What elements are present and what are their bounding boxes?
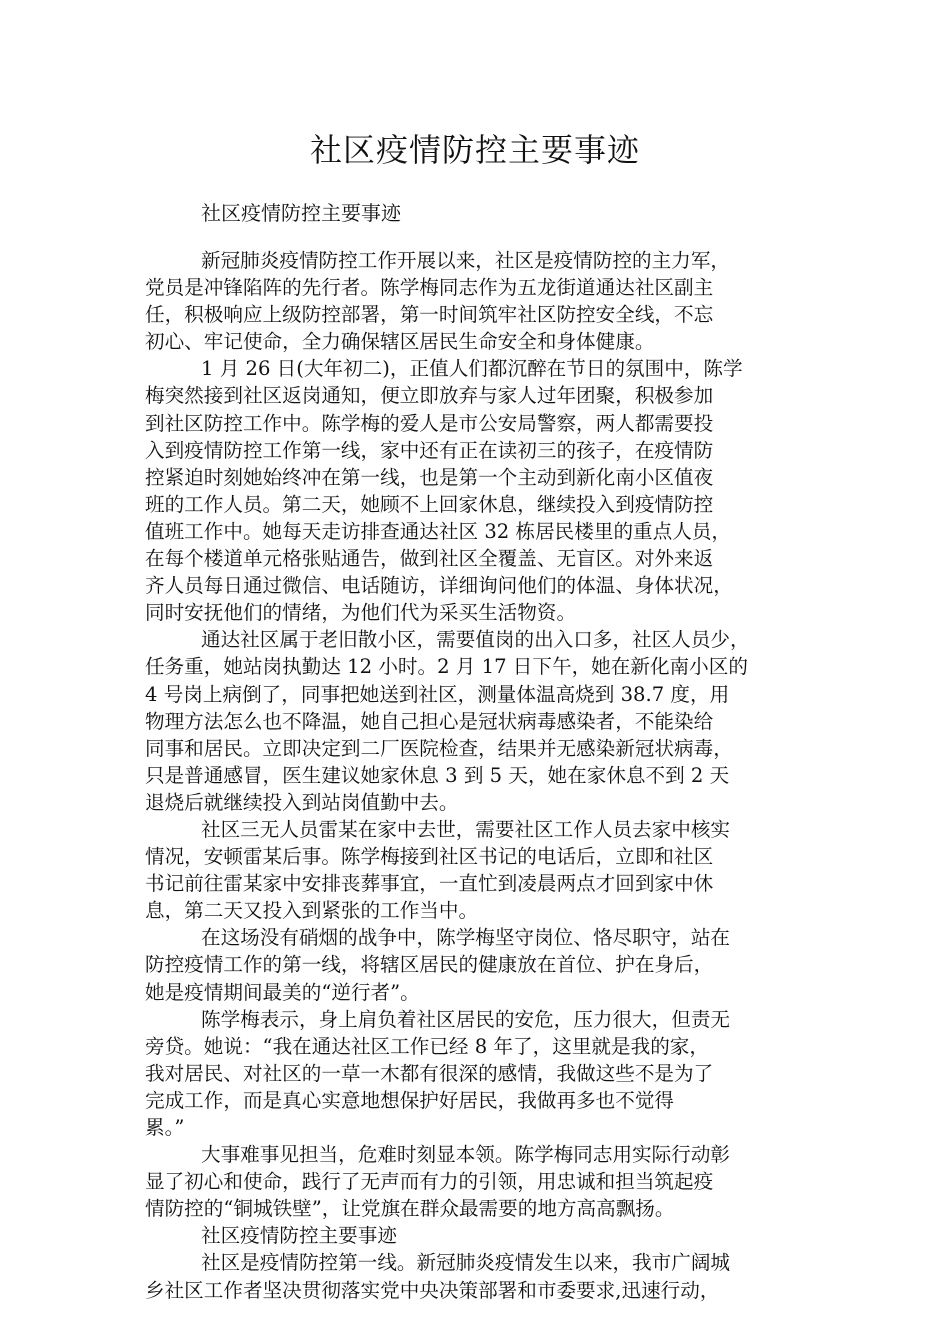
body-text-line: 只是普通感冒，医生建议她家休息 3 到 5 天，她在家休息不到 2 天 <box>145 763 730 787</box>
body-text-line: 累。” <box>145 1116 185 1139</box>
body-text-line: 社区是疫情防控第一线。新冠肺炎疫情发生以来，我市广阔城 <box>201 1251 731 1275</box>
body-text-line: 我对居民、对社区的一草一木都有很深的感情，我做这些不是为了 <box>145 1061 714 1085</box>
body-text-line: 入到疫情防控工作第一线，家中还有正在读初三的孩子，在疫情防 <box>145 438 714 462</box>
body-text-line: 大事难事见担当，危难时刻显本领。陈学梅同志用实际行动彰 <box>201 1143 731 1167</box>
body-text-line: 她是疫情期间最美的“逆行者”。 <box>145 980 420 1004</box>
body-text-line: 通达社区属于老旧散小区，需要值岗的出入口多，社区人员少， <box>201 628 750 652</box>
body-text-line: 1 月 26 日(大年初二)，正值人们都沉醉在节日的氛围中，陈学 <box>201 357 743 381</box>
body-text-line: 初心、牢记使命，全力确保辖区居民生命安全和身体健康。 <box>145 330 655 354</box>
body-text-line: 新冠肺炎疫情防控工作开展以来，社区是疫情防控的主力军， <box>201 249 731 272</box>
body-text-line: 梅突然接到社区返岗通知，便立即放弃与家人过年团聚，积极参加 <box>145 384 714 408</box>
body-text-line: 防控疫情工作的第一线，将辖区居民的健康放在首位、护在身后， <box>145 953 714 977</box>
body-text-line: 物理方法怎么也不降温，她自己担心是冠状病毒感染者，不能染给 <box>145 709 714 733</box>
body-text-line: 完成工作，而是真心实意地想保护好居民，我做再多也不觉得 <box>145 1088 675 1112</box>
body-text-line: 社区疫情防控主要事迹 <box>201 1224 397 1248</box>
document-subtitle: 社区疫情防控主要事迹 <box>201 201 401 225</box>
body-text-line: 同时安抚他们的情绪，为他们代为采买生活物资。 <box>145 601 577 625</box>
body-text-line: 息，第二天又投入到紧张的工作当中。 <box>145 899 479 923</box>
body-text-line: 任务重，她站岗执勤达 12 小时。2 月 17 日下午，她在新化南小区的 <box>145 655 748 679</box>
body-text-line: 在每个楼道单元格张贴通告，做到社区全覆盖、无盲区。对外来返 <box>145 547 714 571</box>
body-text-line: 控紧迫时刻她始终冲在第一线，也是第一个主动到新化南小区值夜 <box>145 465 714 489</box>
body-text-line: 党员是冲锋陷阵的先行者。陈学梅同志作为五龙街道通达社区副主 <box>145 276 714 300</box>
body-text-line: 班的工作人员。第二天，她顾不上回家休息，继续投入到疫情防控 <box>145 492 714 516</box>
body-text-line: 到社区防控工作中。陈学梅的爱人是市公安局警察，两人都需要投 <box>145 411 714 435</box>
body-text-line: 情防控的“铜城铁壁”，让党旗在群众最需要的地方高高飘扬。 <box>145 1197 675 1221</box>
body-text-line: 书记前往雷某家中安排丧葬事宜，一直忙到凌晨两点才回到家中休 <box>145 872 714 896</box>
body-text-line: 4 号岗上病倒了，同事把她送到社区，测量体温高烧到 38.7 度，用 <box>145 682 730 706</box>
body-text-line: 任，积极响应上级防控部署，第一时间筑牢社区防控安全线，不忘 <box>145 303 714 327</box>
body-text-line: 陈学梅表示，身上肩负着社区居民的安危，压力很大，但责无 <box>201 1007 731 1031</box>
body-text-line: 情况，安顿雷某后事。陈学梅接到社区书记的电话后，立即和社区 <box>145 845 714 869</box>
body-text-line: 齐人员每日通过微信、电话随访，详细询问他们的体温、身体状况， <box>145 574 733 598</box>
body-text-line: 社区三无人员雷某在家中去世，需要社区工作人员去家中核实 <box>201 817 731 841</box>
body-text-line: 值班工作中。她每天走访排查通达社区 32 栋居民楼里的重点人员， <box>145 519 732 543</box>
document-title: 社区疫情防控主要事迹 <box>309 131 640 169</box>
body-text-line: 旁贷。她说：“我在通达社区工作已经 8 年了，这里就是我的家， <box>145 1034 709 1058</box>
body-text-line: 退烧后就继续投入到站岗值勤中去。 <box>145 790 459 814</box>
body-text-line: 乡社区工作者坚决贯彻落实党中央决策部署和市委要求,迅速行动， <box>145 1278 720 1302</box>
document-body <box>145 247 815 1304</box>
body-text-line: 在这场没有硝烟的战争中，陈学梅坚守岗位、恪尽职守，站在 <box>201 926 731 950</box>
body-text-line: 显了初心和使命，践行了无声而有力的引领，用忠诚和担当筑起疫 <box>145 1170 714 1194</box>
body-text-line: 同事和居民。立即决定到二厂医院检查，结果并无感染新冠状病毒， <box>145 736 733 760</box>
